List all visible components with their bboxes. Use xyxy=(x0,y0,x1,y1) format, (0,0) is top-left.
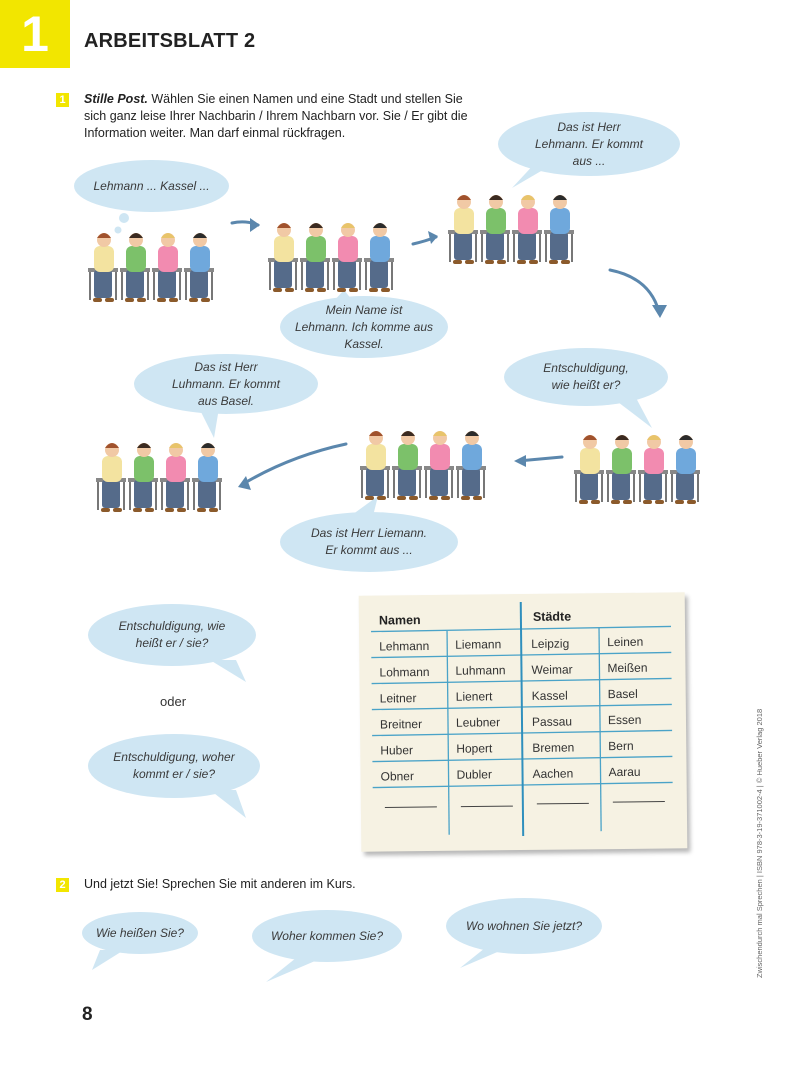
table-col-line xyxy=(599,627,601,831)
person-shoe xyxy=(529,260,538,264)
table-cell-name: Obner xyxy=(380,769,414,784)
person-shirt xyxy=(198,456,218,482)
person-shirt xyxy=(166,456,186,482)
person-shirt xyxy=(158,246,178,272)
table-cell-city: Weimar xyxy=(531,662,573,677)
person-shoe xyxy=(201,298,210,302)
bubble-tail-8 xyxy=(210,790,246,818)
person-hair xyxy=(553,195,567,200)
person-hair xyxy=(137,443,151,448)
table-cell-city: Aarau xyxy=(608,764,641,780)
person-hair xyxy=(105,443,119,448)
bubble-line: heißt er / sie? xyxy=(135,636,209,650)
person-shirt xyxy=(518,208,538,234)
person-shoe xyxy=(365,496,374,500)
bubble-line: wie heißt er? xyxy=(551,378,621,392)
person-shoe xyxy=(461,496,470,500)
seated-person xyxy=(670,435,700,504)
person-hair xyxy=(679,435,693,440)
person-shoe xyxy=(655,500,664,504)
person-shoe xyxy=(497,260,506,264)
bubble-entschuldigung-wie-heisst-er-sie xyxy=(88,604,256,666)
person-hair xyxy=(97,233,111,238)
person-shirt xyxy=(550,208,570,234)
arrow-4-head xyxy=(514,455,526,467)
person-legs xyxy=(644,472,662,500)
person-shoe xyxy=(165,508,174,512)
bubble-line: Lehmann. Er kommt xyxy=(534,136,644,151)
seated-person xyxy=(392,431,422,500)
person-shoe xyxy=(101,508,110,512)
person-shoe xyxy=(381,288,390,292)
person-legs xyxy=(190,270,208,298)
person-shirt xyxy=(612,448,632,474)
person-shirt xyxy=(398,444,418,470)
person-hair xyxy=(169,443,183,448)
table-cell-city: Basel xyxy=(607,686,638,702)
person-shoe xyxy=(453,260,462,264)
person-hair xyxy=(277,223,291,228)
exercise-1-number: 1 xyxy=(56,93,69,107)
table-cell-city: Aachen xyxy=(532,766,574,781)
person-legs xyxy=(612,472,630,500)
table-cell-name: Lehmann xyxy=(379,638,430,654)
seated-person xyxy=(88,233,118,302)
person-shoe xyxy=(349,288,358,292)
table-cell-city: Leipzig xyxy=(531,636,570,651)
bubble-tail-7 xyxy=(210,660,246,682)
table-col-line xyxy=(447,631,449,835)
table-cell-city: Bremen xyxy=(532,740,575,755)
bubble-line: Kassel. xyxy=(344,336,384,351)
person-hair xyxy=(615,435,629,440)
names-cities-table xyxy=(359,592,688,851)
seated-person xyxy=(480,195,510,264)
person-shoe xyxy=(137,298,146,302)
person-shirt xyxy=(580,448,600,474)
seated-person xyxy=(448,195,478,264)
person-shoe xyxy=(441,496,450,500)
person-hair xyxy=(401,431,415,436)
people-group xyxy=(574,435,700,504)
person-hair xyxy=(647,435,661,440)
table-cell-city: Essen xyxy=(607,712,642,728)
person-legs xyxy=(430,468,448,496)
table-divider xyxy=(521,602,523,836)
blank-line xyxy=(461,806,513,807)
person-shoe xyxy=(409,496,418,500)
people-group xyxy=(360,431,486,500)
person-shirt xyxy=(644,448,664,474)
bubble-line: Er kommt aus ... xyxy=(325,543,413,557)
bubble-woher-kommen-sie xyxy=(252,910,402,962)
page-title: ARBEITSBLATT 2 xyxy=(84,30,256,52)
person-shoe xyxy=(305,288,314,292)
person-shirt xyxy=(306,236,326,262)
person-shirt xyxy=(370,236,390,262)
table-cell-city: Passau xyxy=(531,714,573,729)
person-shoe xyxy=(687,500,696,504)
person-shirt xyxy=(190,246,210,272)
table-cell-name: Breitner xyxy=(379,717,423,732)
person-legs xyxy=(676,472,694,500)
person-shirt xyxy=(274,236,294,262)
person-shoe xyxy=(429,496,438,500)
person-legs xyxy=(454,232,472,260)
person-shoe xyxy=(473,496,482,500)
person-shoe xyxy=(675,500,684,504)
person-legs xyxy=(580,472,598,500)
thought-dot-2 xyxy=(115,227,122,234)
bubble-line: aus ... xyxy=(572,153,606,168)
person-shirt xyxy=(134,456,154,482)
person-shoe xyxy=(337,288,346,292)
bubble-text: Wo wohnen Sie jetzt? xyxy=(465,918,583,933)
seated-person xyxy=(96,443,126,512)
bubble-line: Das ist Herr xyxy=(194,359,258,374)
person-hair xyxy=(129,233,143,238)
person-legs xyxy=(94,270,112,298)
person-shoe xyxy=(285,288,294,292)
exercise-1-lead: Stille Post. xyxy=(84,92,148,106)
seated-person xyxy=(152,233,182,302)
exercise-1-text: Wählen Sie einen Namen und eine Stadt und stellen Sie sich ganz leise Ihrer Nachbarin / Ihrem Nachbarn vor. Sie / Er gibt die Information weiter. Man darf einmal rückfragen. xyxy=(84,92,468,140)
seated-person xyxy=(360,431,390,500)
bubble-line: Entschuldigung, woher xyxy=(113,750,235,764)
bubble-wie-heissen-sie xyxy=(82,912,198,954)
table-cell-city: Meißen xyxy=(607,660,648,676)
bubble-line: Das ist Herr xyxy=(557,119,621,134)
people-group xyxy=(88,233,214,302)
bubble-line: Entschuldigung, xyxy=(543,361,629,375)
seated-person xyxy=(332,223,362,292)
seated-person xyxy=(120,233,150,302)
seated-person xyxy=(184,233,214,302)
person-hair xyxy=(465,431,479,436)
table-cell-city: Bern xyxy=(608,739,634,754)
person-shoe xyxy=(517,260,526,264)
seated-person xyxy=(606,435,636,504)
bubble-entschuldigung-woher-kommt xyxy=(88,734,260,798)
seated-person xyxy=(128,443,158,512)
bubble-line: Entschuldigung, wie xyxy=(118,619,226,633)
seated-person xyxy=(160,443,190,512)
arrow-2-head xyxy=(428,231,438,244)
person-shirt xyxy=(94,246,114,272)
person-shoe xyxy=(145,508,154,512)
person-shoe xyxy=(93,298,102,302)
person-shirt xyxy=(676,448,696,474)
arrow-5 xyxy=(243,444,346,484)
person-shoe xyxy=(197,508,206,512)
bubble-line: Luhmann. Er kommt xyxy=(171,376,281,391)
person-shirt xyxy=(366,444,386,470)
person-shoe xyxy=(209,508,218,512)
bubble-das-ist-herr-luhmann xyxy=(134,354,318,414)
person-shoe xyxy=(465,260,474,264)
bubble-line: aus Basel. xyxy=(197,393,255,408)
person-shoe xyxy=(113,508,122,512)
table-cell-name: Luhmann xyxy=(455,663,506,679)
person-legs xyxy=(126,270,144,298)
person-legs xyxy=(274,260,292,288)
person-shoe xyxy=(397,496,406,500)
bubble-text: Lehmann ... Kassel ... xyxy=(93,178,210,193)
person-shoe xyxy=(591,500,600,504)
person-shoe xyxy=(549,260,558,264)
table-cell-name: Leubner xyxy=(455,715,501,731)
person-legs xyxy=(518,232,536,260)
person-shoe xyxy=(377,496,386,500)
seated-person xyxy=(512,195,542,264)
person-hair xyxy=(521,195,535,200)
seated-person xyxy=(456,431,486,500)
seated-person xyxy=(544,195,574,264)
people-group xyxy=(96,443,222,512)
person-shoe xyxy=(611,500,620,504)
bubble-line: Mein Name ist xyxy=(325,302,403,317)
person-legs xyxy=(370,260,388,288)
person-shoe xyxy=(317,288,326,292)
seated-person xyxy=(300,223,330,292)
blank-line xyxy=(385,807,437,808)
arrow-3 xyxy=(610,270,659,312)
person-hair xyxy=(201,443,215,448)
bubble-lehmann-kassel xyxy=(74,160,229,212)
person-shoe xyxy=(125,298,134,302)
seated-person xyxy=(364,223,394,292)
person-shirt xyxy=(126,246,146,272)
seated-person xyxy=(574,435,604,504)
thought-dot-1 xyxy=(119,213,129,223)
blank-line xyxy=(537,803,589,804)
bubble-text: Woher kommen Sie? xyxy=(270,928,384,943)
person-hair xyxy=(341,223,355,228)
person-hair xyxy=(373,223,387,228)
exercise-2-number: 2 xyxy=(56,878,69,892)
person-shoe xyxy=(157,298,166,302)
person-shoe xyxy=(105,298,114,302)
person-shoe xyxy=(189,298,198,302)
person-legs xyxy=(338,260,356,288)
person-shoe xyxy=(273,288,282,292)
person-legs xyxy=(398,468,416,496)
person-shirt xyxy=(430,444,450,470)
bubble-mein-name-ist xyxy=(280,296,448,358)
person-legs xyxy=(486,232,504,260)
person-hair xyxy=(161,233,175,238)
person-hair xyxy=(433,431,447,436)
person-legs xyxy=(166,480,184,508)
person-legs xyxy=(462,468,480,496)
table-cell-name: Leitner xyxy=(379,691,417,706)
person-hair xyxy=(309,223,323,228)
person-legs xyxy=(134,480,152,508)
table-cell-name: Lienert xyxy=(455,689,493,705)
table-header-cities: Städte xyxy=(532,609,572,624)
bubble-line: Lehmann. Ich komme aus xyxy=(294,319,434,334)
person-shoe xyxy=(561,260,570,264)
seated-person xyxy=(192,443,222,512)
side-copyright-text: Zwischendurch mal Sprechen | ISBN 978-3-19-371002-4 | © Hueber Verlag 2018 xyxy=(755,708,764,978)
table-cell-name: Dubler xyxy=(456,767,492,783)
person-shoe xyxy=(485,260,494,264)
person-shirt xyxy=(486,208,506,234)
oder-label: oder xyxy=(160,694,187,709)
person-hair xyxy=(489,195,503,200)
bubble-das-ist-herr-lehmann xyxy=(498,112,680,176)
person-shoe xyxy=(169,298,178,302)
person-hair xyxy=(583,435,597,440)
person-shoe xyxy=(177,508,186,512)
people-group xyxy=(448,195,574,264)
table-cell-name: Huber xyxy=(380,743,414,758)
person-hair xyxy=(193,233,207,238)
seated-person xyxy=(638,435,668,504)
person-shirt xyxy=(102,456,122,482)
person-legs xyxy=(198,480,216,508)
person-legs xyxy=(306,260,324,288)
person-hair xyxy=(457,195,471,200)
bubble-wo-wohnen-sie-jetzt xyxy=(446,898,602,954)
person-shoe xyxy=(133,508,142,512)
bubble-tail-ex2-1 xyxy=(92,950,124,970)
chapter-number-badge: 1 xyxy=(0,0,70,68)
person-legs xyxy=(102,480,120,508)
table-cell-city: Kassel xyxy=(531,688,568,703)
seated-person xyxy=(424,431,454,500)
table-cell-name: Hopert xyxy=(456,741,493,757)
person-shirt xyxy=(338,236,358,262)
table-cell-city: Leinen xyxy=(607,634,644,650)
people-group xyxy=(268,223,394,292)
blank-line xyxy=(613,802,665,803)
bubble-das-ist-herr-liemann xyxy=(280,512,458,572)
person-shoe xyxy=(623,500,632,504)
person-shirt xyxy=(454,208,474,234)
person-legs xyxy=(366,468,384,496)
bubble-line: kommt er / sie? xyxy=(132,767,215,781)
arrow-5-head xyxy=(238,476,251,490)
page-number: 8 xyxy=(82,1004,93,1025)
person-legs xyxy=(550,232,568,260)
bubble-entschuldigung-wie-heisst-er xyxy=(504,348,668,406)
person-shoe xyxy=(369,288,378,292)
person-legs xyxy=(158,270,176,298)
table-header-names: Namen xyxy=(378,613,421,628)
bubble-line: Das ist Herr Liemann. xyxy=(310,526,428,540)
person-shoe xyxy=(579,500,588,504)
table-cell-name: Liemann xyxy=(455,637,502,653)
arrow-3-head xyxy=(652,305,667,318)
person-shirt xyxy=(462,444,482,470)
arrow-1-head xyxy=(250,218,260,232)
seated-person xyxy=(268,223,298,292)
person-hair xyxy=(369,431,383,436)
exercise-2-instruction: Und jetzt Sie! Sprechen Sie mit anderen im Kurs. xyxy=(84,877,356,891)
person-shoe xyxy=(643,500,652,504)
bubble-text: Wie heißen Sie? xyxy=(96,925,184,940)
table-cell-name: Lohmann xyxy=(379,664,430,680)
